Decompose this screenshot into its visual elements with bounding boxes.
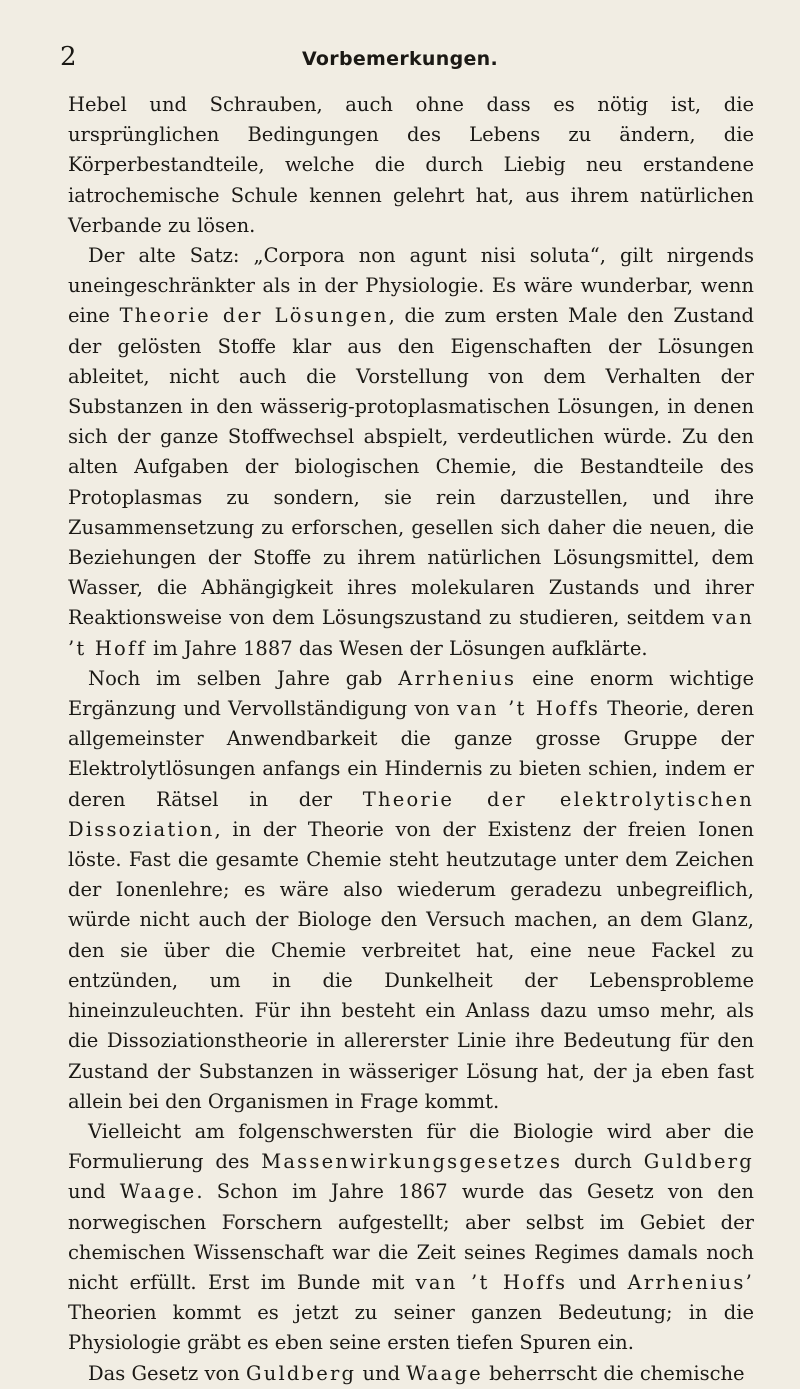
text-run: Vielleicht am folgenschwersten für die Biologie wird aber die Formulierung des xyxy=(68,1119,754,1174)
text-run: eine enorm wichtige Ergänzung und Vervollständigung von xyxy=(68,666,754,721)
text-run: Theorie, deren allgemeinster Anwendbarkeit die ganze grosse Gruppe der Elektrolytlösungen anfangs ein Hindernis zu bieten schien, indem er deren Rätsel in der xyxy=(68,697,754,811)
spaced-name: Arrhenius’ xyxy=(627,1270,754,1294)
text-run: Der alte Satz: „Corpora non agunt nisi soluta“, gilt nirgends uneingeschränkter als in der Physiologie. Es wäre wunderbar, wenn eine xyxy=(68,244,754,328)
spaced-name: van ’t Hoffs xyxy=(456,697,601,721)
body-text xyxy=(68,90,754,1389)
spaced-name: Arrhenius xyxy=(398,666,517,690)
text-run: und xyxy=(356,1361,407,1385)
spaced-name: van ’t Hoffs xyxy=(415,1270,568,1294)
spaced-name: Guldberg xyxy=(245,1361,357,1385)
spaced-name: Waage xyxy=(119,1180,197,1204)
spaced-name: Theorie der elektrolytischen Dissoziation xyxy=(68,787,754,841)
text-run: . Schon im Jahre 1867 wurde das Gesetz von den norwegischen Forschern aufgestellt; aber selbst im Gebiet der chemischen Wissenschaft war die Zeit seines Regimes damals noch nicht erfüllt. Erst im Bunde mit xyxy=(68,1180,754,1294)
spaced-name: Guldberg xyxy=(643,1150,754,1174)
paragraph xyxy=(68,1359,754,1389)
text-run: Noch im selben Jahre gab xyxy=(88,666,399,690)
spaced-name: van ’t Hoff xyxy=(68,606,754,660)
text-run: Theorien kommt es jetzt zu seiner ganzen Bedeutung; in die Physiologie gräbt es eben seine ersten tiefen Spuren ein. xyxy=(68,1301,754,1355)
paragraph xyxy=(68,1117,754,1359)
text-run: Hebel und Schrauben, auch ohne dass es nötig ist, die ursprünglichen Bedingungen des Lebens zu ändern, die Körperbestandteile, welche die durch Liebig neu erstandene iatrochemische Schule kennen gelehrt hat, aus ihrem natürlichen Verbande zu lösen. xyxy=(68,93,754,237)
paragraph xyxy=(68,664,754,1117)
spaced-name: Theorie der Lösungen xyxy=(119,304,389,328)
text-run: und xyxy=(567,1270,628,1294)
text-run: , in der Theorie von der Existenz der freien Ionen löste. Fast die gesamte Chemie steht heutzutage unter dem Zeichen der Ionenlehre; es wäre also wiederum geradezu unbegreiflich, würde nicht auch der Biologe den Versuch machen, an dem Glanz, den sie über die Chemie verbreitet hat, eine neue Fackel zu entzünden, um in die Dunkelheit der Lebensprobleme hineinzuleuchten. Für ihn besteht ein Anlass dazu umso mehr, als die Dissoziationstheorie in allererster Linie ihre Bedeutung für den Zustand der Substanzen in wässeriger Lösung hat, der ja eben fast allein bei den Organismen in Frage kommt. xyxy=(68,817,754,1113)
page-number: 2 xyxy=(60,42,77,72)
text-run: , die zum ersten Male den Zustand der gelösten Stoffe klar aus den Eigenschaften der Lösungen ableitet, nicht auch die Vorstellung von dem Verhalten der Substanzen in den wässerig-protoplasmatischen Lösungen, in denen sich der ganze Stoffwechsel abspielt, verdeutlichen würde. Zu den alten Aufgaben der biologischen Chemie, die Bestandteile des Protoplasmas zu sondern, sie rein darzustellen, und ihre Zusammensetzung zu erforschen, gesellen sich daher die neuen, die Beziehungen der Stoffe zu ihrem natürlichen Lösungsmittel, dem Wasser, die Abhängigkeit ihres molekularen Zustands und ihrer Reaktionsweise von dem Lösungszustand zu studieren, seitdem xyxy=(68,304,754,630)
text-run: im Jahre 1887 das Wesen der Lösungen aufklärte. xyxy=(146,636,648,660)
paragraph xyxy=(68,241,754,664)
paragraph xyxy=(68,90,754,241)
text-run: Das Gesetz von xyxy=(88,1361,246,1385)
text-run: durch xyxy=(562,1150,644,1174)
text-run: beherrscht die chemische xyxy=(482,1361,745,1385)
spaced-name: Massenwirkungsgesetzes xyxy=(261,1150,563,1174)
spaced-name: Waage xyxy=(406,1361,483,1385)
text-run: und xyxy=(68,1180,120,1204)
running-head: Vorbemerkungen. xyxy=(301,48,499,70)
